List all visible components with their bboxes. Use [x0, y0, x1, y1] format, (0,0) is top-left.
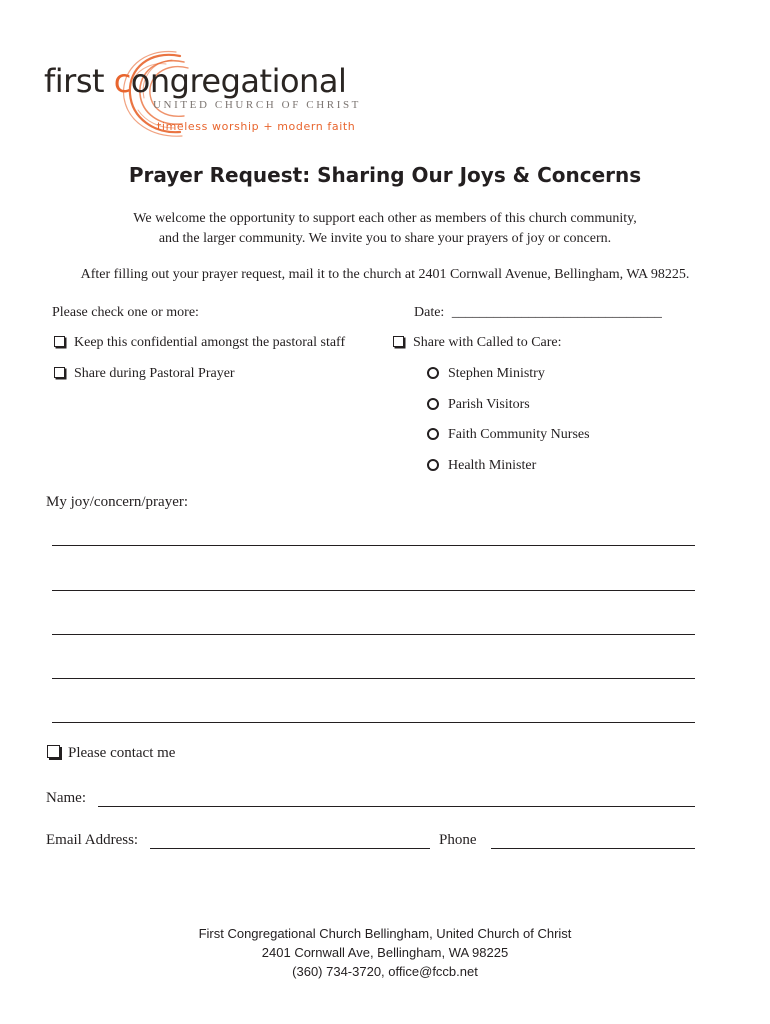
phone-field[interactable] [491, 848, 695, 849]
radio-circle-icon[interactable] [427, 367, 439, 379]
sub-option-label: Faith Community Nurses [448, 427, 590, 442]
phone-label: Phone [439, 832, 477, 848]
prayer-line-5[interactable] [52, 722, 695, 723]
radio-circle-icon[interactable] [427, 428, 439, 440]
check-prompt: Please check one or more: [52, 305, 199, 320]
logo-wordmark: first congregational [44, 62, 347, 100]
sub-option-stephen-ministry[interactable] [427, 366, 545, 382]
option-called-to-care[interactable] [393, 335, 562, 351]
intro-text [60, 209, 710, 249]
name-field[interactable] [98, 806, 695, 807]
name-label: Name: [46, 790, 86, 806]
footer-address: 2401 Cornwall Ave, Bellingham, WA 98225 [261, 945, 509, 960]
email-field[interactable] [150, 848, 430, 849]
date-label: Date: [414, 305, 445, 320]
prayer-line-1[interactable] [52, 545, 695, 546]
option-confidential-label: Keep this confidential amongst the pastoral staff [74, 335, 346, 350]
option-called-to-care-label: Share with Called to Care: [413, 335, 562, 350]
page-title: Prayer Request: Sharing Our Joys & Concerns [128, 163, 642, 187]
option-pastoral-prayer-label: Share during Pastoral Prayer [74, 366, 235, 381]
radio-circle-icon[interactable] [427, 398, 439, 410]
prayer-line-2[interactable] [52, 590, 695, 591]
sub-option-faith-community-nurses[interactable] [427, 427, 590, 443]
prayer-label: My joy/concern/prayer: [46, 494, 189, 510]
prayer-line-3[interactable] [52, 634, 695, 635]
intro-line-1: We welcome the opportunity to support each other as members of this church community, [133, 211, 637, 226]
sub-option-label: Health Minister [448, 458, 537, 473]
option-pastoral-prayer[interactable] [54, 366, 235, 382]
mail-instruction: After filling out your prayer request, mail it to the church at 2401 Cornwall Avenue, Bellingham, WA 98225. [80, 267, 690, 282]
prayer-line-4[interactable] [52, 678, 695, 679]
date-blank[interactable]: ______________________________ [451, 305, 662, 320]
option-confidential[interactable] [54, 335, 345, 351]
date-field[interactable] [414, 305, 662, 321]
logo-subtitle: UNITED CHURCH OF CHRIST [153, 99, 362, 111]
sub-option-label: Stephen Ministry [448, 366, 545, 381]
contact-me-label: Please contact me [68, 745, 176, 761]
checkbox-icon[interactable] [54, 367, 65, 378]
contact-me-option[interactable] [47, 745, 175, 762]
checkbox-icon[interactable] [54, 336, 65, 347]
checkbox-icon[interactable] [393, 336, 404, 347]
footer [0, 924, 770, 981]
church-logo [40, 48, 370, 143]
sub-option-parish-visitors[interactable] [427, 397, 530, 413]
logo-tagline: timeless worship + modern faith [157, 120, 356, 133]
checkbox-icon[interactable] [47, 745, 60, 758]
intro-line-2: and the larger community. We invite you to share your prayers of joy or concern. [158, 231, 612, 246]
sub-option-label: Parish Visitors [448, 397, 530, 412]
radio-circle-icon[interactable] [427, 459, 439, 471]
footer-contact: (360) 734-3720, office@fccb.net [292, 964, 478, 979]
email-label: Email Address: [46, 832, 139, 848]
footer-church-name: First Congregational Church Bellingham, United Church of Christ [198, 926, 572, 941]
sub-option-health-minister[interactable] [427, 458, 536, 474]
